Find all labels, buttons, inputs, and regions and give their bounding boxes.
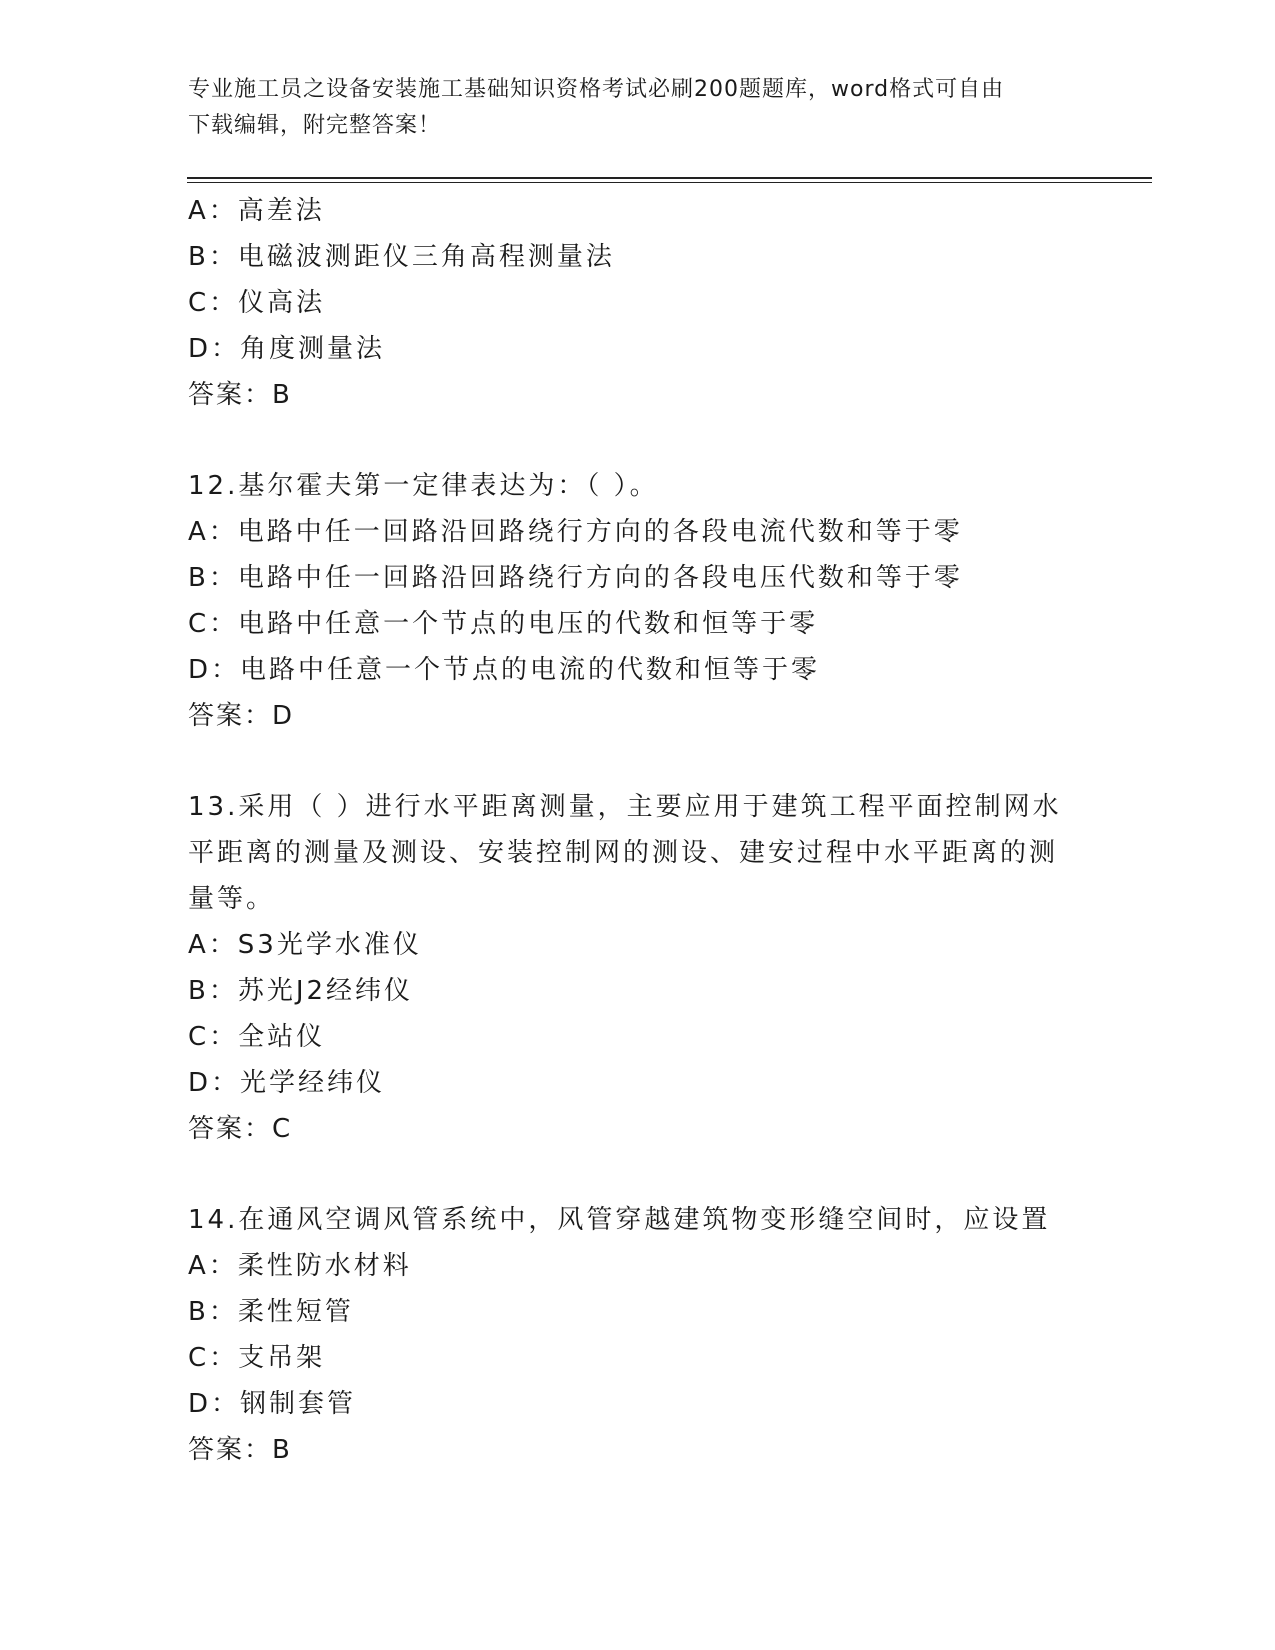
- answer-label: 答案：: [188, 1435, 273, 1465]
- answer-value: B: [272, 1435, 291, 1465]
- question-13: [188, 784, 1088, 1152]
- option-c: C：仪高法: [188, 288, 326, 318]
- answer-line: [188, 1106, 1088, 1152]
- option-d: D：钢制套管: [188, 1389, 357, 1419]
- question-stem: 14.在通风空调风管系统中，风管穿越建筑物变形缝空间时，应设置: [188, 1205, 1051, 1235]
- header-divider-bottom: [187, 182, 1152, 183]
- option-d: D：电路中任意一个节点的电流的代数和恒等于零: [188, 655, 821, 685]
- option-a: A：柔性防水材料: [188, 1251, 412, 1281]
- answer-line: [188, 372, 1088, 418]
- option-a: A：S3光学水准仪: [188, 930, 422, 960]
- question-stem: 12.基尔霍夫第一定律表达为：（ ）。: [188, 471, 659, 501]
- option-a: A：高差法: [188, 196, 325, 226]
- option-d: D：光学经纬仪: [188, 1068, 386, 1098]
- question-stem: 13.采用（ ）进行水平距离测量，主要应用于建筑工程平面控制网水平距离的测量及测设、安装控制网的测设、建安过程中水平距离的测量等。: [188, 792, 1062, 914]
- header-divider-top: [187, 177, 1152, 179]
- option-b: B：电路中任一回路沿回路绕行方向的各段电压代数和等于零: [188, 563, 963, 593]
- question-14: [188, 1197, 1088, 1473]
- option-c: C：电路中任意一个节点的电压的代数和恒等于零: [188, 609, 819, 639]
- option-c: C：全站仪: [188, 1022, 326, 1052]
- answer-label: 答案：: [188, 701, 273, 731]
- header-line-1: 专业施工员之设备安装施工基础知识资格考试必刷200题题库，word格式可自由: [188, 77, 1005, 102]
- answer-value: B: [272, 380, 291, 410]
- option-b: B：苏光J2经纬仪: [188, 976, 414, 1006]
- answer-line: [188, 1427, 1088, 1473]
- answer-label: 答案：: [188, 380, 273, 410]
- option-b: B：电磁波测距仪三角高程测量法: [188, 242, 615, 272]
- question-11: [188, 188, 1088, 418]
- option-b: B：柔性短管: [188, 1297, 354, 1327]
- answer-value: D: [272, 701, 294, 731]
- question-list: [188, 188, 1088, 1473]
- option-a: A：电路中任一回路沿回路绕行方向的各段电流代数和等于零: [188, 517, 963, 547]
- header-line-2: 下载编辑，附完整答案！: [188, 113, 442, 138]
- option-d: D：角度测量法: [188, 334, 386, 364]
- answer-value: C: [272, 1114, 292, 1144]
- option-c: C：支吊架: [188, 1343, 326, 1373]
- document-header: [188, 72, 1088, 144]
- answer-line: [188, 693, 1088, 739]
- answer-label: 答案：: [188, 1114, 273, 1144]
- question-12: [188, 463, 1088, 739]
